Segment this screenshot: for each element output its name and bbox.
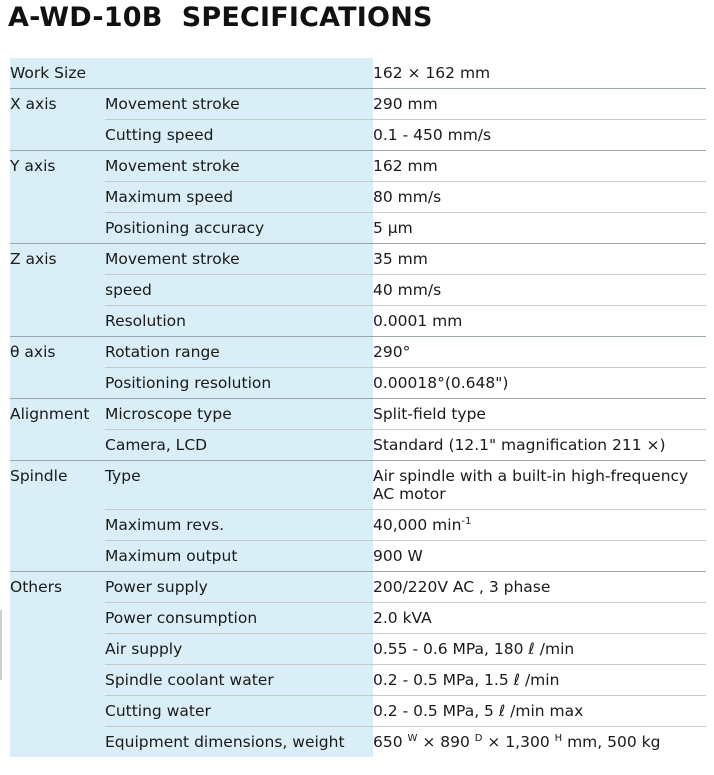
item-value: Standard (12.1" magnification 211 ×) <box>373 430 706 461</box>
page-title: A-WD-10B SPECIFICATIONS <box>8 2 433 33</box>
value-text: mm, 500 kg <box>562 733 661 751</box>
item-value: 900 W <box>373 541 706 572</box>
item-value: 0.00018°(0.648") <box>373 368 706 399</box>
item-value <box>373 727 706 758</box>
table-row <box>10 541 706 572</box>
value-superscript: H <box>554 733 563 744</box>
item-value <box>373 510 706 541</box>
item-label: speed <box>105 275 373 306</box>
value-text: × 890 <box>417 733 475 751</box>
item-label: Movement stroke <box>105 89 373 120</box>
item-label: Movement stroke <box>105 244 373 275</box>
table-row <box>10 275 706 306</box>
item-value: Air spindle with a built-in high-frequency AC motor <box>373 461 706 510</box>
value-text: 40,000 min <box>373 516 462 534</box>
item-label: Cutting water <box>105 696 373 727</box>
group-label-x-axis: X axis <box>10 89 105 151</box>
table-row <box>10 461 706 510</box>
item-label: Power supply <box>105 572 373 603</box>
group-label-z-axis: Z axis <box>10 244 105 337</box>
item-value: 0.55 - 0.6 MPa, 180 ℓ /min <box>373 634 706 665</box>
item-value: Split-field type <box>373 399 706 430</box>
item-label: Rotation range <box>105 337 373 368</box>
item-label: Type <box>105 461 373 510</box>
item-label: Resolution <box>105 306 373 337</box>
item-value: 200/220V AC , 3 phase <box>373 572 706 603</box>
table-row <box>10 727 706 758</box>
table-row <box>10 151 706 182</box>
item-value: 40 mm/s <box>373 275 706 306</box>
item-label: Maximum revs. <box>105 510 373 541</box>
item-value: 2.0 kVA <box>373 603 706 634</box>
item-value: 290 mm <box>373 89 706 120</box>
item-label: Camera, LCD <box>105 430 373 461</box>
item-value: 0.2 - 0.5 MPa, 1.5 ℓ /min <box>373 665 706 696</box>
item-label: Movement stroke <box>105 151 373 182</box>
group-label-theta-axis: θ axis <box>10 337 105 399</box>
item-label: Positioning accuracy <box>105 213 373 244</box>
table-row <box>10 572 706 603</box>
item-label: Spindle coolant water <box>105 665 373 696</box>
table-row <box>10 120 706 151</box>
item-label: Positioning resolution <box>105 368 373 399</box>
table-row <box>10 368 706 399</box>
row-label-work-size: Work Size <box>10 58 373 89</box>
table-row <box>10 306 706 337</box>
value-superscript: -1 <box>461 516 472 527</box>
item-label: Power consumption <box>105 603 373 634</box>
table-row <box>10 89 706 120</box>
table-row <box>10 510 706 541</box>
group-label-others: Others <box>10 572 105 758</box>
table-row <box>10 58 706 89</box>
value-text: 650 <box>373 733 408 751</box>
item-value: 0.1 - 450 mm/s <box>373 120 706 151</box>
group-label-y-axis: Y axis <box>10 151 105 244</box>
value-superscript: D <box>474 733 483 744</box>
item-label: Cutting speed <box>105 120 373 151</box>
group-label-spindle: Spindle <box>10 461 105 572</box>
table-row <box>10 337 706 368</box>
item-label: Equipment dimensions, weight <box>105 727 373 758</box>
table-row <box>10 603 706 634</box>
item-label: Air supply <box>105 634 373 665</box>
table-row <box>10 430 706 461</box>
table-row <box>10 399 706 430</box>
item-value: 162 mm <box>373 151 706 182</box>
page-edge-mark <box>0 610 2 680</box>
value-text: × 1,300 <box>482 733 555 751</box>
table-row <box>10 665 706 696</box>
item-value: 290° <box>373 337 706 368</box>
item-label: Maximum speed <box>105 182 373 213</box>
table-row <box>10 182 706 213</box>
table-row <box>10 634 706 665</box>
table-row <box>10 213 706 244</box>
item-value: 35 mm <box>373 244 706 275</box>
item-label: Maximum output <box>105 541 373 572</box>
item-value: 80 mm/s <box>373 182 706 213</box>
item-value: 5 μm <box>373 213 706 244</box>
group-label-alignment: Alignment <box>10 399 105 461</box>
specifications-table <box>10 58 706 757</box>
table-row <box>10 244 706 275</box>
item-label: Microscope type <box>105 399 373 430</box>
item-value: 0.2 - 0.5 MPa, 5 ℓ /min max <box>373 696 706 727</box>
item-value: 0.0001 mm <box>373 306 706 337</box>
value-superscript: W <box>407 733 418 744</box>
value-work-size: 162 × 162 mm <box>373 58 706 89</box>
table-row <box>10 696 706 727</box>
